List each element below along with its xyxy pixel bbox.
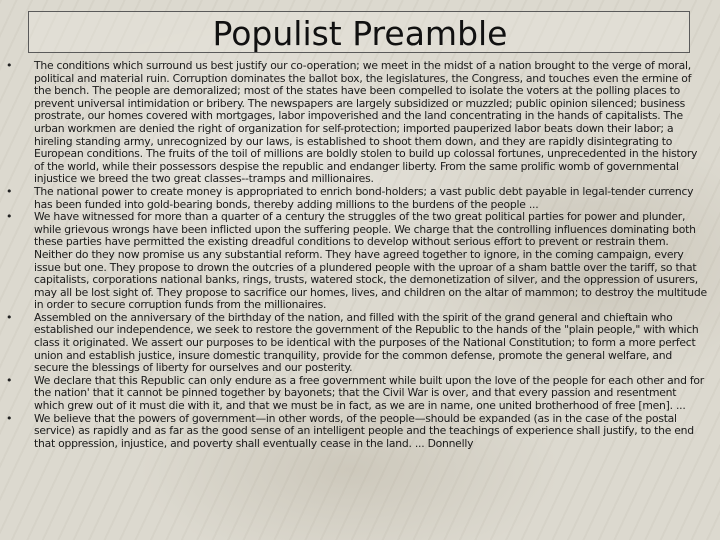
bullet-item <box>0 312 712 375</box>
slide-title: Populist Preamble <box>212 14 508 53</box>
paragraph-text: We declare that this Republic can only endure as a free government while built upon the love of the people for each other and for the nation' that it cannot be pinned together by bayonets; that the Civil War is over, and that every passion and resentment which grew out of it must die with it, and that we must be in fact, as we are in name, one united brotherhood of free [men]. ... <box>34 373 704 413</box>
paragraph-text: The national power to create money is appropriated to enrich bond-holders; a vast public debt payable in legal-tender currency has been funded into gold-bearing bonds, thereby adding millions to the burdens of the people ... <box>34 184 694 211</box>
bullet-item <box>0 375 712 413</box>
bullet-icon: • <box>6 184 13 198</box>
bullet-icon: • <box>6 210 13 224</box>
bullet-icon: • <box>6 411 13 425</box>
bullet-item <box>0 413 712 451</box>
paragraph-text: We believe that the powers of government—in other words, of the people—should be expanded (as in the case of the postal service) as rapidly and as far as the good sense of an intelligent people and the teachings of experience shall justify, to the end that oppression, injustice, and poverty shall eventually cease in the land. ... Donnelly <box>34 411 694 450</box>
paragraph-text: We have witnessed for more than a quarter of a century the struggles of the two great political parties for power and plunder, while grievous wrongs have been inflicted upon the suffering people. We charge that the controlling influences dominating both these parties have permitted the existing dreadful conditions to develop without serious effort to prevent or restrain them. Neither do they now promise us any substantial reform. They have agreed together to ignore, in the coming campaign, every issue but one. They propose to drown the outcries of a plundered people with the uproar of a sham battle over the tariff, so that capitalists, corporations national banks, rings, trusts, watered stock, the demonetization of silver, and the oppression of usurers, may all be lost sight of. They propose to sacrifice our homes, lives, and children on the altar of mammon; to destroy the multitude in order to secure corruption funds from the millionaires. <box>34 210 707 312</box>
bullet-item <box>0 60 712 186</box>
bullet-item <box>0 186 712 211</box>
bullet-list <box>0 60 712 450</box>
paragraph-text: Assembled on the anniversary of the birthday of the nation, and filled with the spirit of the grand general and chieftain who established our independence, we seek to restore the government of the Republic to the hands of the "plain people," with which class it originated. We assert our purposes to be identical with the purposes of the National Constitution; to form a more perfect union and establish justice, insure domestic tranquility, provide for the common defense, promote the general welfare, and secure the blessings of liberty for ourselves and our posterity. <box>34 310 699 375</box>
paragraph-text: The conditions which surround us best justify our co-operation; we meet in the midst of a nation brought to the verge of moral, political and material ruin. Corruption dominates the ballot box, the legislatures, the Congress, and touches even the ermine of the bench. The people are demoralized; most of the states have been compelled to isolate the voters at the polling places to prevent universal intimidation or bribery. The newspapers are largely subsidized or muzzled; public opinion silenced; business prostrate, our homes covered with mortgages, labor impoverished and the land concentrating in the hands of capitalists. The urban workmen are denied the right of organization for self-protection; imported pauperized labor beats down their labor; a hireling standing army, unrecognized by our laws, is established to shoot them down, and they are rapidly disintegrating to European conditions. The fruits of the toil of millions are boldly stolen to build up colossal fortunes, unprecedented in the history of the world, while their possessors despise the republic and endanger liberty. From the same prolific womb of governmental injustice we breed the two great classes--tramps and millionaires. <box>34 59 698 186</box>
bullet-icon: • <box>6 373 13 387</box>
bullet-icon: • <box>6 310 13 324</box>
bullet-icon: • <box>6 59 13 72</box>
bullet-item <box>0 211 712 312</box>
